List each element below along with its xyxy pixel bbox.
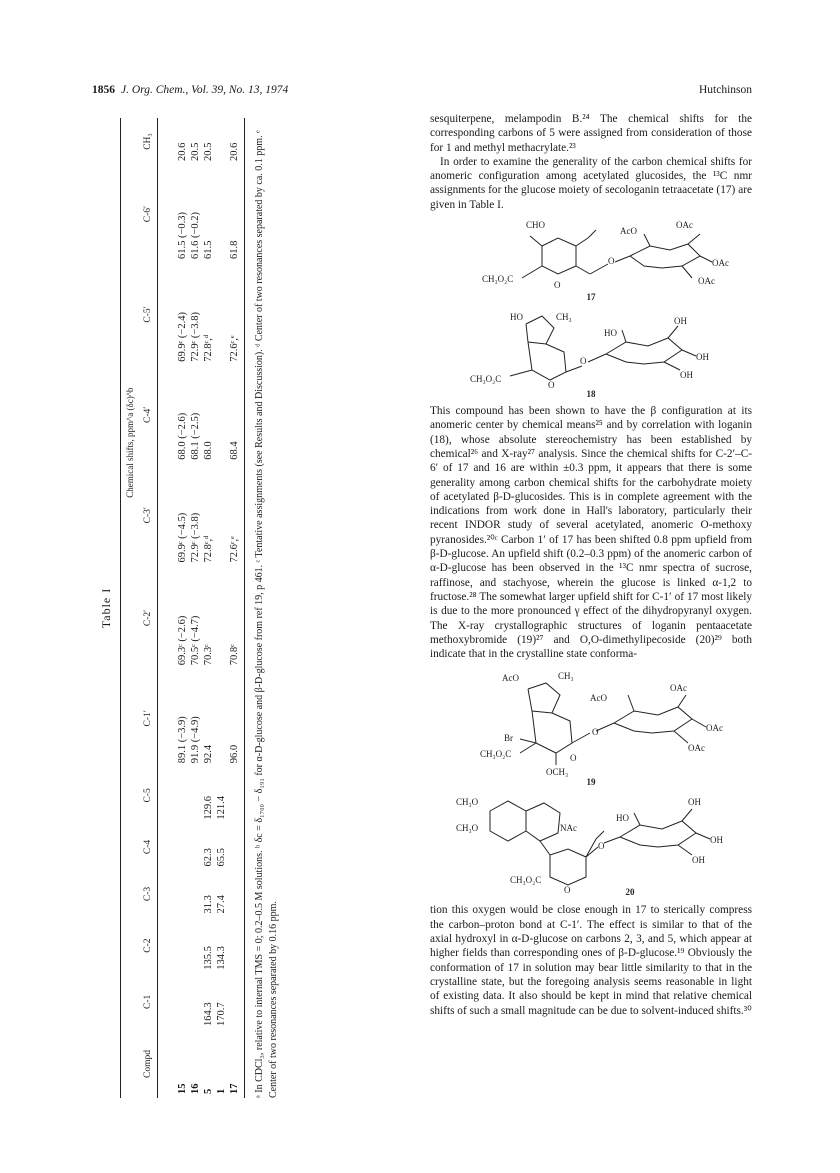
table-cell xyxy=(189,824,202,871)
table-cell: 65.5 xyxy=(216,848,227,867)
page-header xyxy=(92,84,752,104)
table-cell: 16 xyxy=(190,1083,201,1094)
svg-text:OH: OH xyxy=(710,835,723,846)
svg-text:O: O xyxy=(570,753,577,764)
svg-text:OH: OH xyxy=(680,370,693,381)
table-cell: 15 xyxy=(177,1083,188,1094)
table-cell xyxy=(228,767,245,823)
structure-19-label: 19 xyxy=(586,777,596,788)
table-cell: 134.3 xyxy=(216,946,227,970)
column-header: C-5 xyxy=(139,767,158,823)
column-header: C-6′ xyxy=(139,165,158,263)
table-cell: 61.5 (−0.3) xyxy=(177,211,188,260)
svg-text:O: O xyxy=(608,256,615,267)
structure-20-drawing xyxy=(430,791,752,899)
column-header: C-1′ xyxy=(139,669,158,767)
table-cell: 68.4 xyxy=(228,366,245,464)
column-header: C-2 xyxy=(139,917,158,973)
table-title: Table I xyxy=(99,587,113,629)
column-header: C-4 xyxy=(139,824,158,871)
structure-19 xyxy=(430,665,752,787)
header-left xyxy=(92,84,288,96)
svg-text:OH: OH xyxy=(688,797,701,808)
table-cell: 92.4 xyxy=(203,744,214,764)
svg-text:OAc: OAc xyxy=(676,220,693,231)
structure-18 xyxy=(430,308,752,400)
table-cell xyxy=(176,767,189,823)
table-row xyxy=(202,118,215,1098)
table-cell: 61.6 (−0.2) xyxy=(190,211,201,260)
table-cell: 72.6ᶜ,ᵉ xyxy=(228,263,245,366)
svg-text:OCH₃: OCH₃ xyxy=(546,767,569,778)
column-header: C-1 xyxy=(139,974,158,1030)
svg-text:OAc: OAc xyxy=(706,723,723,734)
table-footnote: ᵃ In CDCl₃, relative to internal TMS = 0; 0.2–0.5 M solutions. ᵇ δc = δ₁₇₀₀ − δ₁₉₁ for α-D-glucose and β-D-glucose from ref 19, p 461. ᶜ Tentative assignments (see Results and Discussion). ᵈ Center of two resonances separated by ca. 0.1 ppm. ᵉ Center of two resonances separated by 0.16 ppm. xyxy=(254,130,279,1098)
table-cell: 27.4 xyxy=(216,895,227,914)
structure-20 xyxy=(430,791,752,899)
svg-text:OH: OH xyxy=(674,316,687,327)
table-cell: 61.5 xyxy=(203,240,214,260)
table-cell: 69.9ᶜ (−4.5) xyxy=(177,512,188,563)
table-cell xyxy=(215,263,228,366)
table-cell xyxy=(228,871,245,918)
table-cell: 129.6 xyxy=(203,795,214,820)
column-header: C-5′ xyxy=(139,263,158,366)
table-cell: 70.8ᶜ xyxy=(228,567,245,670)
svg-text:CH₃: CH₃ xyxy=(556,312,572,323)
table-cell xyxy=(189,767,202,823)
svg-text:OAc: OAc xyxy=(670,683,687,694)
table-cell: 70.5ᶜ (−4.7) xyxy=(190,615,201,666)
column-header: CH₃ xyxy=(139,118,158,165)
table-cell: 20.5 xyxy=(203,142,214,162)
group-header: Chemical shifts, ppm^a (δc)^b xyxy=(121,118,140,767)
svg-text:HO: HO xyxy=(510,312,523,323)
journal-citation: J. Org. Chem., Vol. 39, No. 13, 1974 xyxy=(121,84,289,96)
structure-18-label: 18 xyxy=(586,389,596,400)
column-header: Compd xyxy=(139,1030,158,1098)
table-cell xyxy=(228,824,245,871)
table-cell xyxy=(189,974,202,1030)
svg-text:O: O xyxy=(598,841,605,852)
table-row xyxy=(215,118,228,1098)
svg-text:NAc: NAc xyxy=(560,823,577,834)
svg-text:CH₃O₂C: CH₃O₂C xyxy=(480,749,512,760)
table-cell xyxy=(189,917,202,973)
table-cell: 96.0 xyxy=(228,669,245,767)
table-cell: 135.5 xyxy=(203,946,214,970)
svg-text:O: O xyxy=(554,280,561,291)
svg-text:O: O xyxy=(580,356,587,367)
table-cell xyxy=(228,974,245,1030)
svg-text:HO: HO xyxy=(616,813,629,824)
table-cell: 72.9ᶜ (−3.8) xyxy=(190,312,201,362)
paragraph-2: In order to examine the generality of the carbon chemical shifts for anomeric configuration among acetylated glucosides, the ¹³C nmr assignments for the glucose moiety of secologanin tetraacetate (17) are given in Table I. xyxy=(430,155,752,211)
svg-text:O: O xyxy=(548,380,555,391)
table-cell: 5 xyxy=(203,1088,214,1094)
structure-20-label: 20 xyxy=(625,887,635,898)
svg-text:OAc: OAc xyxy=(688,743,705,754)
paragraph-3: This compound has been shown to have the β configuration at its anomeric center by chemical means²⁵ and by correlation with loganin (18), whose absolute stereochemistry has been established by chemical²⁶ and X-ray²⁷ analysis. Since the chemical shifts for C-2′–C-6′ of 17 and 16 are within ±0.3 ppm, it appears that there is some generality among carbon chemical shifts for the carbohydrate moiety of acetylated β-D-glucosides. This is in complete agreement with the indications from work done in Hall's laboratory, particularly their recent INDOR study of several acetylated, anomeric O-methoxy pyranosides.²⁰ᶜ Carbon 1′ of 17 has been shifted 0.8 ppm upfield from β-D-glucose. An upfield shift (0.2–0.3 ppm) of the anomeric carbon of α-D-glucose has been observed in the ¹³C nmr spectra of sucrose, raffinose, and stachyose, wherein the glucose is linked α-1,2 to fructose.²⁸ The somewhat larger upfield shift for C-1′ of 17 most likely is due to the more pronounced γ effect of the dihydropyranyl oxygen. The X-ray crystallographic structures of loganin pentaacetate methoxybromide (19)²⁷ and O,O-dimethylipecoside (20)²⁹ both indicate that in the crystalline state conforma- xyxy=(430,405,752,661)
structure-18-drawing xyxy=(430,308,752,400)
paragraph-1: sesquiterpene, melampodin B.²⁴ The chemical shifts for the corresponding carbons of 5 were assigned from consideration of those for 1 and methyl methacrylate.²³ xyxy=(430,113,752,154)
table-cell: 20.5 xyxy=(190,142,201,162)
svg-text:HO: HO xyxy=(604,328,617,339)
table-cell xyxy=(215,118,228,165)
table-cell: 61.8 xyxy=(228,165,245,263)
table-cell: 20.6 xyxy=(177,142,188,162)
svg-text:CH₃O₂C: CH₃O₂C xyxy=(510,875,542,886)
paragraph-4: tion this oxygen would be close enough in 17 to sterically compress the carbon–proton bond at C-1′. The effect is similar to that of the axial hydroxyl in α-D-glucose on carbons 2, 3, and 5, which appear at higher fields than corresponding ones of β-D-glucose.¹⁹ Obviously the conformation of 17 in solution may bear little similarity to that in the crystalline state, but the foregoing analysis seems reasonable in light of existing data. It also should be kept in mind that relative chemical shifts of such a small magnitude can be due to solvent-induced shifts.³⁰ xyxy=(430,904,752,1017)
table-cell: 68.1 (−2.5) xyxy=(190,412,201,460)
svg-text:AcO: AcO xyxy=(502,673,519,684)
svg-text:CH₃O: CH₃O xyxy=(456,823,479,834)
table-cell xyxy=(215,366,228,464)
chemical-shift-table xyxy=(120,118,245,1098)
table-cell: 68.0 (−2.6) xyxy=(177,412,188,460)
svg-text:OAc: OAc xyxy=(712,258,729,269)
table-cell: 69.9ᶜ (−2.4) xyxy=(177,312,188,362)
svg-text:OH: OH xyxy=(692,855,705,866)
column-header: C-2′ xyxy=(139,567,158,670)
structure-19-drawing xyxy=(430,665,752,787)
table-cell: 72.8ᶜ,ᵈ xyxy=(203,535,214,563)
table-cell: 20.6 xyxy=(228,118,245,165)
svg-text:OH: OH xyxy=(696,352,709,363)
table-cell: 68.0 xyxy=(203,441,214,460)
table-cell: 70.3ᶜ xyxy=(203,644,214,666)
table-cell: 1 xyxy=(216,1088,227,1094)
table-cell: 62.3 xyxy=(203,848,214,867)
right-column xyxy=(430,112,752,1018)
table-region xyxy=(92,118,352,1098)
table-cell xyxy=(215,464,228,567)
table-row xyxy=(228,118,245,1098)
svg-text:OAc: OAc xyxy=(698,276,715,287)
table-cell xyxy=(176,917,189,973)
table-cell: 121.4 xyxy=(216,795,227,820)
table-cell: 164.3 xyxy=(203,1002,214,1026)
page-number: 1856 xyxy=(92,84,115,96)
table-cell: 31.3 xyxy=(203,895,214,914)
svg-text:CHO: CHO xyxy=(526,220,546,231)
column-header-row xyxy=(139,118,158,1098)
column-header: C-3′ xyxy=(139,464,158,567)
svg-text:CH₃O₂C: CH₃O₂C xyxy=(470,374,502,385)
table-cell xyxy=(176,871,189,918)
svg-text:AcO: AcO xyxy=(590,693,607,704)
table-cell xyxy=(215,165,228,263)
structure-17 xyxy=(430,216,752,304)
structure-17-label: 17 xyxy=(586,292,596,303)
column-header: C-3 xyxy=(139,871,158,918)
table-cell: 170.7 xyxy=(216,1002,227,1026)
table-cell xyxy=(215,567,228,670)
structure-17-drawing xyxy=(430,216,752,304)
table-cell xyxy=(176,974,189,1030)
table-cell: 89.1 (−3.9) xyxy=(177,716,188,764)
table-cell: 72.6ᶜ,ᵉ xyxy=(228,464,245,567)
table-row xyxy=(176,118,189,1098)
svg-text:O: O xyxy=(564,885,571,896)
table-cell xyxy=(215,669,228,767)
table-cell: 72.8ᶜ,ᵈ xyxy=(203,334,214,362)
running-author: Hutchinson xyxy=(698,84,752,96)
table-cell xyxy=(176,824,189,871)
table-cell xyxy=(189,871,202,918)
svg-text:CH₃O₂C: CH₃O₂C xyxy=(482,274,514,285)
table-cell: 72.9ᶜ (−3.8) xyxy=(190,512,201,563)
table-cell: 69.3ᶜ (−2.6) xyxy=(177,615,188,666)
svg-text:O: O xyxy=(592,727,599,738)
column-header: C-4′ xyxy=(139,366,158,464)
svg-text:Br: Br xyxy=(504,733,513,744)
table-rotated xyxy=(92,118,352,1098)
table-row xyxy=(189,118,202,1098)
table-cell xyxy=(228,917,245,973)
svg-text:AcO: AcO xyxy=(620,226,637,237)
table-body xyxy=(158,118,245,1098)
svg-text:CH₃O: CH₃O xyxy=(456,797,479,808)
table-cell: 17 xyxy=(228,1030,245,1098)
svg-text:CH₃: CH₃ xyxy=(558,671,574,682)
table-cell: 91.9 (−4.9) xyxy=(190,716,201,764)
